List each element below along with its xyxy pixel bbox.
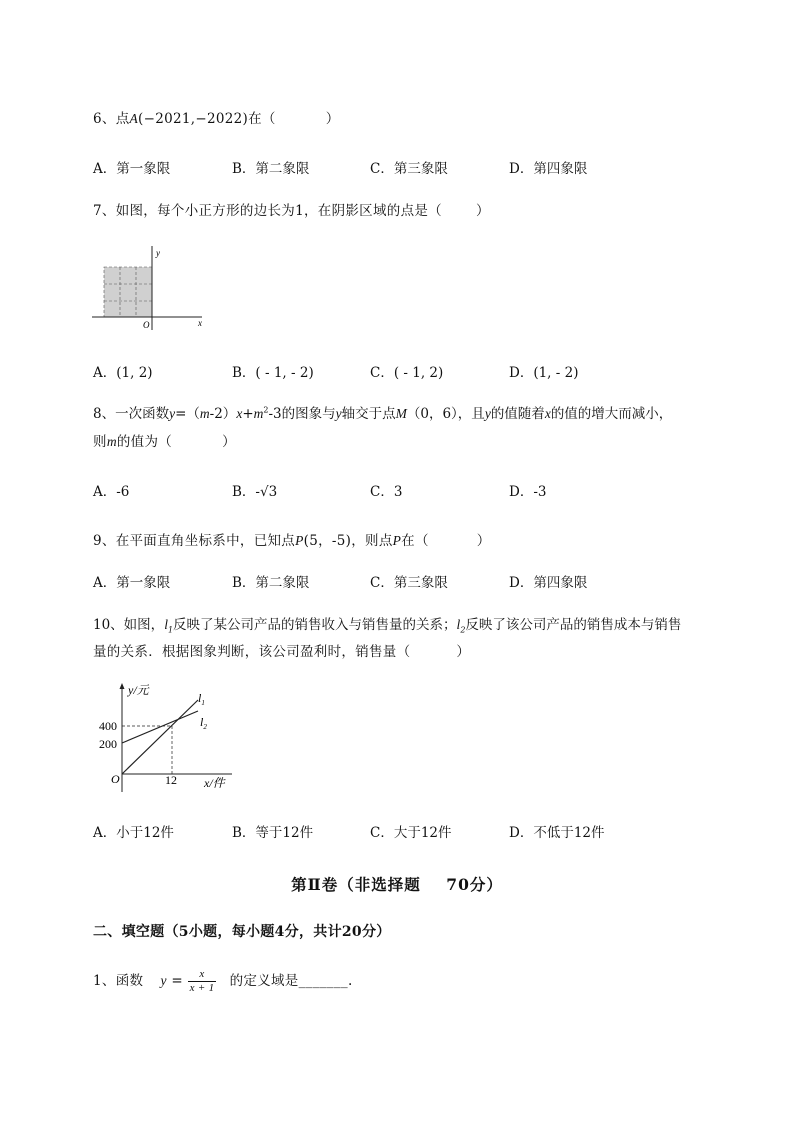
q8-line2-a: 则 (93, 434, 107, 450)
f1-fraction (188, 968, 217, 995)
q10-sub-2: 2 (460, 625, 466, 635)
q7-option-b[interactable]: B．( - 1, - 2) (232, 365, 314, 381)
q9-option-d[interactable]: D．第四象限 (509, 575, 588, 591)
q10-var-l1: l (164, 617, 168, 632)
q8-option-c[interactable]: C．3 (370, 484, 403, 500)
q9-option-b[interactable]: B．第二象限 (232, 575, 310, 591)
q10-l1-label: $l_1$ (198, 691, 205, 707)
q6-point: A (129, 111, 139, 126)
q8-text-i: 的值的增大而减小， (550, 406, 673, 422)
q8-text-a: 8、一次函数 (93, 406, 170, 422)
q8-line2-var-m: m (106, 434, 117, 449)
q8-options (93, 480, 733, 500)
part-2-title: 第Ⅱ卷（非选择题 70分） (291, 875, 503, 894)
question-7 (93, 199, 490, 219)
q8-line2-b: 的值为（ (116, 434, 173, 450)
q9-text-c: 在（ (401, 533, 429, 549)
q9-var-p: P (295, 533, 304, 548)
question-8-line-2 (93, 430, 236, 450)
q7-option-c[interactable]: C．( - 1, 2) (370, 365, 444, 381)
q10-figure (92, 680, 240, 798)
section-2-heading: 二、填空题（5小题，每小题4分，共计20分） (93, 924, 391, 940)
q6-coords: (−2021,−2022) (138, 111, 249, 127)
f1-numerator: x (188, 968, 217, 982)
q8-text-d: + (242, 406, 254, 422)
q7-close: ） (475, 203, 490, 219)
q8-exponent: 2 (263, 405, 269, 415)
q7-figure (90, 242, 215, 332)
question-8-line-1 (93, 402, 672, 422)
q8-line2-close: ） (222, 434, 236, 450)
q6-options (93, 157, 733, 177)
q7-option-d[interactable]: D．(1, - 2) (509, 365, 579, 381)
f1-text-a: 1、函数 (93, 973, 144, 989)
q8-text-e: -3的图象与 (268, 406, 336, 422)
q8-var-m: m (199, 406, 210, 421)
q8-text-b: =（ (175, 406, 200, 422)
q10-line2-close: ） (456, 644, 471, 660)
q8-option-b[interactable]: B．-√3 (232, 484, 278, 500)
q8-var-x: x (236, 406, 243, 421)
q8-text-g: （0，6），且 (406, 406, 485, 422)
q7-text: 7、如图，每个小正方形的边长为1，在阴影区域的点是（ (93, 203, 442, 219)
q9-options (93, 571, 733, 591)
q10-x-tick-12: 12 (165, 773, 177, 787)
q10-x-label: x/件 (204, 776, 225, 790)
q8-var-x2: x (544, 406, 551, 421)
q8-var-m2: m (253, 406, 264, 421)
f1-var-y: y (160, 973, 167, 988)
q10-y-tick-400: 400 (99, 719, 117, 733)
q10-origin-label: O (111, 772, 120, 786)
q10-sub-1: 1 (167, 625, 174, 635)
q6-close: ） (325, 111, 340, 127)
q10-text-c: 反映了该公司产品的销售成本与销售 (465, 617, 682, 633)
q10-option-c[interactable]: C．大于12件 (370, 825, 452, 841)
q8-var-y2: y (335, 406, 342, 421)
q10-line-l2 (122, 711, 198, 743)
q10-text-b: 反映了某公司产品的销售收入与销售量的关系； (173, 617, 457, 633)
q10-option-d[interactable]: D．不低于12件 (509, 825, 605, 841)
q7-x-label: x (198, 318, 202, 328)
q10-line-l1 (122, 700, 198, 774)
q8-text-f: 轴交于点 (341, 406, 396, 422)
q8-var-M: M (395, 406, 407, 421)
q6-option-d[interactable]: D．第四象限 (509, 161, 588, 177)
question-6 (93, 107, 340, 127)
q7-option-a[interactable]: A．(1, 2) (93, 365, 153, 381)
fill-question-1 (93, 968, 353, 995)
q8-text-c: -2） (209, 406, 237, 422)
q10-line2-text: 量的关系．根据图象判断，该公司盈利时，销售量（ (93, 644, 411, 660)
q10-option-a[interactable]: A．小于12件 (93, 825, 174, 841)
q7-y-label: y (156, 248, 160, 258)
q9-option-c[interactable]: C．第三象限 (370, 575, 448, 591)
q7-options (93, 361, 733, 381)
f1-text-b: 的定义域是_______. (229, 973, 353, 989)
q6-option-a[interactable]: A．第一象限 (93, 161, 171, 177)
q10-text-a: 10、如图， (93, 617, 165, 633)
q7-shaded-region (104, 267, 152, 317)
q8-var-y3: y (484, 406, 491, 421)
q6-option-b[interactable]: B．第二象限 (232, 161, 310, 177)
q9-option-a[interactable]: A．第一象限 (93, 575, 171, 591)
q6-suffix: 在（ (248, 111, 276, 127)
q8-option-a[interactable]: A．-6 (93, 484, 130, 500)
q8-text-h: 的值随着 (490, 406, 545, 422)
q6-option-c[interactable]: C．第三象限 (370, 161, 448, 177)
q9-text-a: 9、在平面直角坐标系中，已知点 (93, 533, 296, 549)
q9-text-b: (5，-5)，则点 (303, 533, 393, 549)
q10-options (93, 821, 733, 841)
q10-option-b[interactable]: B．等于12件 (232, 825, 314, 841)
question-10-line-2 (93, 640, 470, 660)
q10-y-label: y/元 (128, 683, 149, 697)
q8-option-d[interactable]: D．-3 (509, 484, 547, 500)
q10-y-tick-200: 200 (99, 737, 117, 751)
q6-prefix: 6、点 (93, 111, 130, 127)
q8-var-y: y (169, 406, 176, 421)
q9-var-p2: P (392, 533, 402, 548)
question-9 (93, 529, 491, 549)
q10-l2-label: $l_2$ (200, 715, 207, 731)
f1-equals: = (171, 973, 183, 989)
q10-var-l2: l (456, 617, 461, 632)
q7-origin-label: O (143, 320, 150, 330)
q9-close: ） (476, 533, 491, 549)
question-10-line-1 (93, 613, 681, 635)
f1-denominator: x + 1 (189, 982, 215, 994)
